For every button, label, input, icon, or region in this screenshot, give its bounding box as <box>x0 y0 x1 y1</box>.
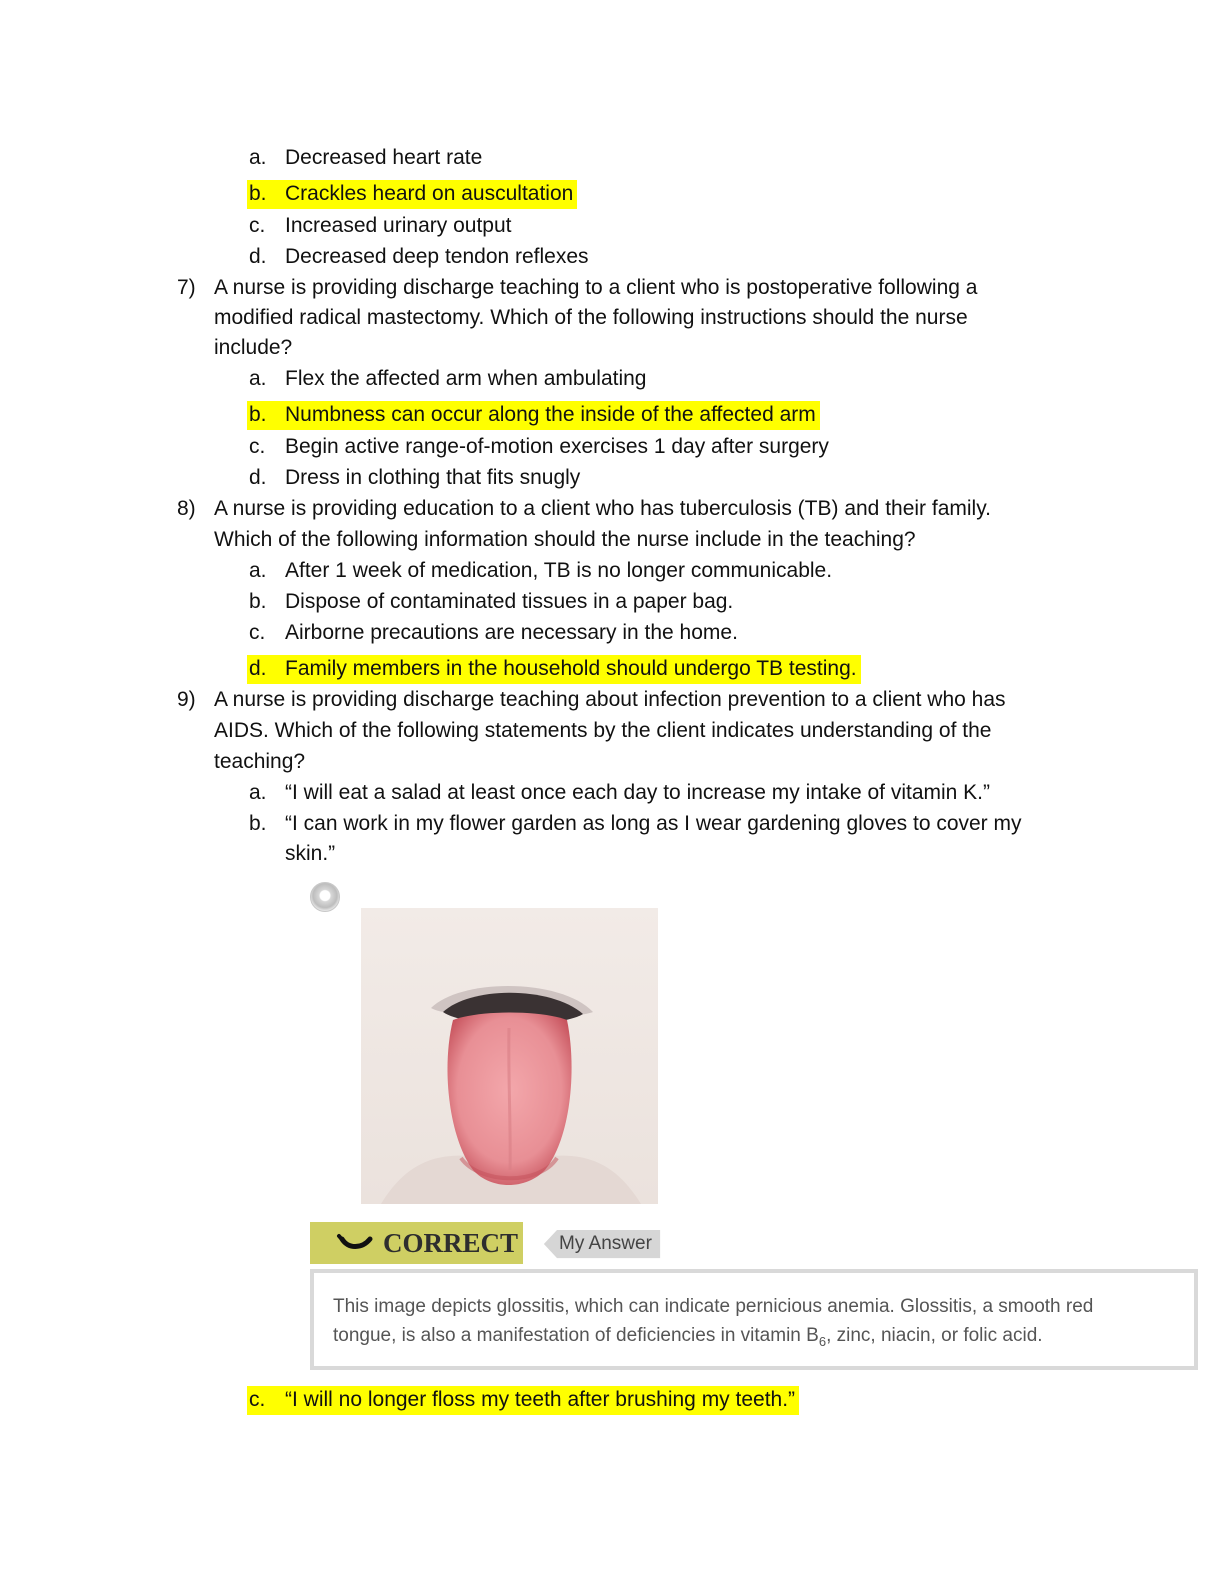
check-swoosh-icon <box>336 1222 376 1264</box>
q9-option-b <box>249 811 1022 837</box>
q9-option-b-continued: skin.” <box>285 842 336 865</box>
glossitis-photo <box>361 908 658 1204</box>
my-answer-label: My Answer <box>559 1233 652 1254</box>
option-text: “I can work in my flower garden as long as I wear gardening gloves to cover my <box>285 812 1022 835</box>
option-text: Dress in clothing that fits snugly <box>285 466 581 489</box>
option-text: Decreased heart rate <box>285 146 483 169</box>
q6-option-d <box>249 244 589 270</box>
q7-option-d <box>249 465 580 491</box>
option-label: d. <box>249 657 267 680</box>
question-stem-line: include? <box>214 336 293 359</box>
option-label: a. <box>249 146 267 169</box>
option-text: Numbness can occur along the inside of the affected arm <box>285 403 816 426</box>
question-stem-line: teaching? <box>214 750 306 773</box>
question-number: 8) <box>177 497 196 520</box>
question-number: 7) <box>177 276 196 299</box>
q7-option-b <box>249 402 820 428</box>
q7-option-a <box>249 366 646 392</box>
q7-option-c <box>249 434 829 460</box>
option-label: b. <box>249 403 267 426</box>
radio-button[interactable] <box>310 882 340 912</box>
q6-option-b <box>249 181 577 207</box>
q9-option-c <box>249 1387 799 1413</box>
question-stem-line: A nurse is providing discharge teaching about infection prevention to a client who has <box>214 688 1006 711</box>
explanation-part2: tongue, is also a manifestation of deficiencies in vitamin B <box>333 1325 819 1346</box>
option-label: c. <box>249 214 266 237</box>
option-text: Flex the affected arm when ambulating <box>285 367 647 390</box>
option-text: “I will no longer floss my teeth after brushing my teeth.” <box>285 1388 796 1411</box>
option-text: Dispose of contaminated tissues in a paper bag. <box>285 590 734 613</box>
option-label: d. <box>249 245 267 268</box>
q8-option-a <box>249 558 832 584</box>
option-label: c. <box>249 1388 266 1411</box>
option-label: a. <box>249 781 267 804</box>
q9-option-a <box>249 780 990 806</box>
explanation-part1: This image depicts glossitis, which can indicate pernicious anemia. Glossitis, a smooth red <box>333 1296 1094 1317</box>
explanation-text <box>333 1292 1183 1356</box>
q8-option-b <box>249 589 733 615</box>
question-stem-line: A nurse is providing education to a client who has tuberculosis (TB) and their family. <box>214 497 991 520</box>
option-label: a. <box>249 559 267 582</box>
question-stem-line: modified radical mastectomy. Which of the following instructions should the nurse <box>214 306 968 329</box>
option-label: a. <box>249 367 267 390</box>
option-text: Airborne precautions are necessary in the home. <box>285 621 738 644</box>
question-stem-line: Which of the following information should the nurse include in the teaching? <box>214 528 916 551</box>
tongue-illustration <box>361 908 658 1204</box>
option-label: c. <box>249 621 266 644</box>
q8-option-c <box>249 620 738 646</box>
option-text: Family members in the household should undergo TB testing. <box>285 657 857 680</box>
option-text: “I will eat a salad at least once each day to increase my intake of vitamin K.” <box>285 781 991 804</box>
option-text: Increased urinary output <box>285 214 512 237</box>
option-text: Decreased deep tendon reflexes <box>285 245 589 268</box>
option-label: b. <box>249 590 267 613</box>
q6-option-a <box>249 145 482 171</box>
question-stem-line: A nurse is providing discharge teaching to a client who is postoperative following a <box>214 276 978 299</box>
q8-option-d <box>249 656 861 682</box>
option-text: Crackles heard on auscultation <box>285 182 574 205</box>
explanation-subscript: 6 <box>818 1333 827 1349</box>
option-text: After 1 week of medication, TB is no longer communicable. <box>285 559 833 582</box>
option-label: d. <box>249 466 267 489</box>
correct-label: CORRECT <box>383 1228 519 1258</box>
option-label: b. <box>249 812 267 835</box>
option-label: c. <box>249 435 266 458</box>
question-number: 9) <box>177 688 196 711</box>
option-text: Begin active range-of-motion exercises 1 day after surgery <box>285 435 829 458</box>
option-label: b. <box>249 182 267 205</box>
explanation-part3: , zinc, niacin, or folic acid. <box>826 1325 1043 1346</box>
question-stem-line: AIDS. Which of the following statements by the client indicates understanding of the <box>214 719 992 742</box>
q6-option-c <box>249 213 511 239</box>
